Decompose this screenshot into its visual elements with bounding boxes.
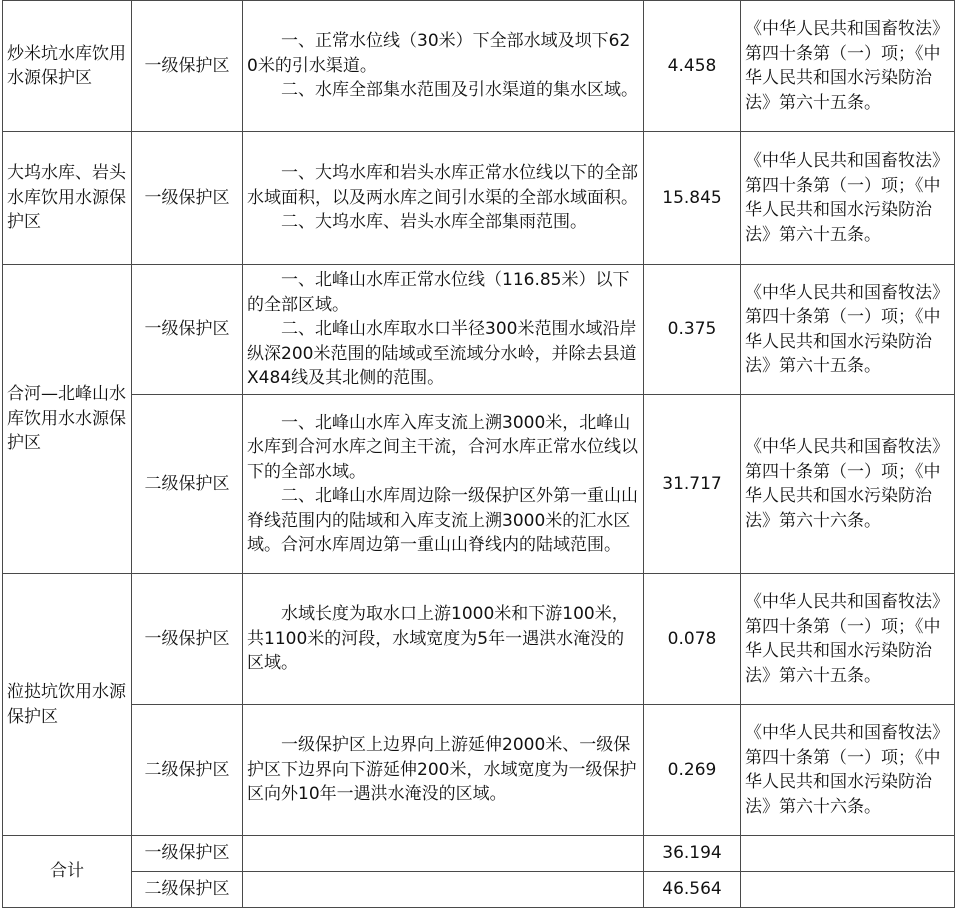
- legal-basis-cell: 《中华人民共和国畜牧法》第四十条第（一）项；《中华人民共和国水污染防治法》第六十五条。: [741, 1, 955, 132]
- zone-level-cell: 二级保护区: [132, 705, 243, 836]
- table-row: [3, 705, 955, 836]
- zone-area-cell: 31.717: [644, 395, 741, 574]
- protection-zone-table: [2, 0, 955, 908]
- zone-scope-cell: [243, 395, 644, 574]
- zone-scope-cell: [243, 705, 644, 836]
- legal-basis-cell: 《中华人民共和国畜牧法》第四十条第（一）项；《中华人民共和国水污染防治法》第六十五条。: [741, 132, 955, 265]
- scope-paragraph: 一、正常水位线（30米）下全部水域及坝下620米的引水渠道。: [247, 31, 631, 76]
- total-row: [3, 836, 955, 872]
- table-row: [3, 1, 955, 132]
- table-row: [3, 395, 955, 574]
- zone-scope-cell: [243, 1, 644, 132]
- scope-paragraph: 二、北峰山水库取水口半径300米范围水域沿岸纵深200米范围的陆域或至流域分水岭，并除去县道X484线及其北侧的范围。: [247, 319, 637, 389]
- zone-name-cell: 大坞水库、岩头水库饮用水源保护区: [3, 132, 132, 265]
- zone-area-cell: 0.269: [644, 705, 741, 836]
- scope-paragraph: 二、水库全部集水范围及引水渠道的集水区域。: [281, 80, 638, 101]
- zone-level-cell: 一级保护区: [132, 132, 243, 265]
- zone-name-cell: 炒米坑水库饮用水源保护区: [3, 1, 132, 132]
- table-row: [3, 265, 955, 395]
- scope-paragraph: 水域长度为取水口上游1000米和下游100米，共1100米的河段，水域宽度为5年一遇洪水淹没的区域。: [247, 604, 629, 674]
- total-level-cell: 二级保护区: [132, 872, 243, 908]
- empty-cell: [243, 836, 644, 872]
- zone-area-cell: 15.845: [644, 132, 741, 265]
- zone-scope-cell: [243, 265, 644, 395]
- zone-level-cell: 一级保护区: [132, 574, 243, 705]
- legal-basis-cell: 《中华人民共和国畜牧法》第四十条第（一）项；《中华人民共和国水污染防治法》第六十六条。: [741, 395, 955, 574]
- table-row: [3, 574, 955, 705]
- zone-area-cell: 4.458: [644, 1, 741, 132]
- zone-scope-cell: [243, 132, 644, 265]
- zone-level-cell: 一级保护区: [132, 1, 243, 132]
- zone-level-cell: 二级保护区: [132, 395, 243, 574]
- legal-basis-cell: 《中华人民共和国畜牧法》第四十条第（一）项；《中华人民共和国水污染防治法》第六十六条。: [741, 705, 955, 836]
- legal-basis-cell: 《中华人民共和国畜牧法》第四十条第（一）项；《中华人民共和国水污染防治法》第六十五条。: [741, 265, 955, 395]
- table-row: [3, 132, 955, 265]
- total-area-cell: 36.194: [644, 836, 741, 872]
- empty-cell: [243, 872, 644, 908]
- zone-area-cell: 0.078: [644, 574, 741, 705]
- zone-name-cell: 合河—北峰山水库饮用水水源保护区: [3, 265, 132, 574]
- total-row: [3, 872, 955, 908]
- total-level-cell: 一级保护区: [132, 836, 243, 872]
- total-label: 合计: [3, 836, 132, 908]
- scope-paragraph: 一级保护区上边界向上游延伸2000米、一级保护区下边界向下游延伸200米，水域宽度为一级保护区向外10年一遇洪水淹没的区域。: [247, 735, 637, 805]
- total-area-cell: 46.564: [644, 872, 741, 908]
- scope-paragraph: 二、大坞水库、岩头水库全部集雨范围。: [281, 212, 587, 233]
- zone-area-cell: 0.375: [644, 265, 741, 395]
- scope-paragraph: 一、北峰山水库正常水位线（116.85米）以下的全部区域。: [247, 270, 630, 315]
- scope-paragraph: 一、大坞水库和岩头水库正常水位线以下的全部水域面积，以及两水库之间引水渠的全部水域面积。: [247, 163, 638, 208]
- zone-name-cell: 涖挞坑饮用水源保护区: [3, 574, 132, 836]
- zone-scope-cell: [243, 574, 644, 705]
- empty-cell: [741, 872, 955, 908]
- scope-paragraph: 一、北峰山水库入库支流上溯3000米，北峰山水库到合河水库之间主干流，合河水库正常水位线以下的全部水域。: [247, 412, 638, 482]
- empty-cell: [741, 836, 955, 872]
- legal-basis-cell: 《中华人民共和国畜牧法》第四十条第（一）项；《中华人民共和国水污染防治法》第六十五条。: [741, 574, 955, 705]
- scope-paragraph: 二、北峰山水库周边除一级保护区外第一重山山脊线范围内的陆域和入库支流上溯3000米的汇水区域。合河水库周边第一重山山脊线内的陆域范围。: [247, 486, 638, 555]
- zone-level-cell: 一级保护区: [132, 265, 243, 395]
